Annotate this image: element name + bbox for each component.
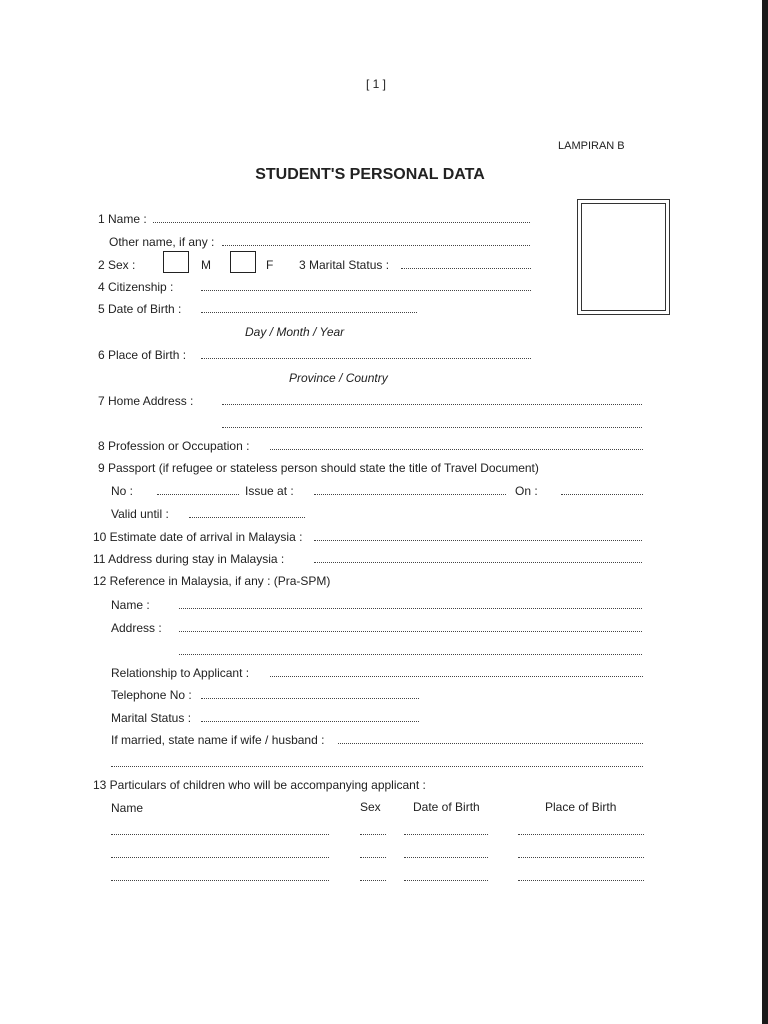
spouse-label: If married, state name if wife / husband : <box>111 733 325 747</box>
child-3-pob-field[interactable] <box>518 880 644 881</box>
home-address-field-1[interactable] <box>222 404 642 405</box>
passport-label: 9 Passport (if refugee or stateless person should state the title of Travel Document) <box>98 461 539 475</box>
pob-hint: Province / Country <box>289 371 388 385</box>
on-field[interactable] <box>561 494 643 495</box>
child-2-sex-field[interactable] <box>360 857 386 858</box>
spouse-field-2[interactable] <box>111 766 643 767</box>
children-col-name: Name <box>111 801 144 815</box>
sex-m-label: M <box>201 258 211 272</box>
other-name-label: Other name, if any : <box>109 235 215 249</box>
sex-f-label: F <box>266 258 274 272</box>
child-1-pob-field[interactable] <box>518 834 644 835</box>
ref-address-field-1[interactable] <box>179 631 642 632</box>
citizenship-label: 4 Citizenship : <box>98 280 174 294</box>
relationship-label: Relationship to Applicant : <box>111 666 250 680</box>
photo-box-inner <box>581 203 666 311</box>
page-edge <box>762 0 768 1024</box>
passport-no-field[interactable] <box>157 494 239 495</box>
child-1-sex-field[interactable] <box>360 834 386 835</box>
children-col-pob: Place of Birth <box>545 800 617 814</box>
child-2-pob-field[interactable] <box>518 857 644 858</box>
stay-address-label: 11 Address during stay in Malaysia : <box>93 552 285 566</box>
telephone-field[interactable] <box>201 698 419 699</box>
sex-m-checkbox[interactable] <box>163 251 189 273</box>
ref-address-label: Address : <box>111 621 162 635</box>
photo-box <box>577 199 670 315</box>
child-3-dob-field[interactable] <box>404 880 488 881</box>
name-field[interactable] <box>153 222 530 223</box>
child-2-name-field[interactable] <box>111 857 329 858</box>
child-3-name-field[interactable] <box>111 880 329 881</box>
sex-label: 2 Sex : <box>98 258 136 272</box>
dob-label: 5 Date of Birth : <box>98 302 182 316</box>
ref-name-field[interactable] <box>179 608 642 609</box>
passport-no-label: No : <box>111 484 134 498</box>
home-address-label: 7 Home Address : <box>98 394 194 408</box>
child-1-dob-field[interactable] <box>404 834 488 835</box>
ref-address-field-2[interactable] <box>179 654 642 655</box>
issue-at-field[interactable] <box>314 494 506 495</box>
annex-label: LAMPIRAN B <box>558 140 625 152</box>
citizenship-field[interactable] <box>201 290 531 291</box>
page-number: [ 1 ] <box>366 77 387 91</box>
profession-field[interactable] <box>270 449 643 450</box>
home-address-field-2[interactable] <box>222 427 642 428</box>
pob-label: 6 Place of Birth : <box>98 348 187 362</box>
children-col-dob: Date of Birth <box>413 800 480 814</box>
children-col-sex: Sex <box>360 800 381 814</box>
valid-until-field[interactable] <box>189 517 305 518</box>
marital-status-label: 3 Marital Status : <box>299 258 390 272</box>
sex-f-checkbox[interactable] <box>230 251 256 273</box>
on-label: On : <box>515 484 538 498</box>
spouse-field-1[interactable] <box>338 743 643 744</box>
ref-marital-field[interactable] <box>201 721 419 722</box>
child-1-name-field[interactable] <box>111 834 329 835</box>
valid-until-label: Valid until : <box>111 507 169 521</box>
ref-marital-label: Marital Status : <box>111 711 192 725</box>
ref-name-label: Name : <box>111 598 150 612</box>
arrival-field[interactable] <box>314 540 642 541</box>
profession-label: 8 Profession or Occupation : <box>98 439 250 453</box>
telephone-label: Telephone No : <box>111 688 192 702</box>
issue-at-label: Issue at : <box>245 484 294 498</box>
dob-hint: Day / Month / Year <box>245 325 345 339</box>
arrival-label: 10 Estimate date of arrival in Malaysia : <box>93 530 303 544</box>
relationship-field[interactable] <box>270 676 643 677</box>
name-label: 1 Name : <box>98 212 147 226</box>
pob-field[interactable] <box>201 358 531 359</box>
other-name-field[interactable] <box>222 245 530 246</box>
stay-address-field[interactable] <box>314 562 642 563</box>
marital-status-field[interactable] <box>401 268 531 269</box>
child-2-dob-field[interactable] <box>404 857 488 858</box>
child-3-sex-field[interactable] <box>360 880 386 881</box>
children-label: 13 Particulars of children who will be accompanying applicant : <box>93 778 426 792</box>
reference-label: 12 Reference in Malaysia, if any : (Pra-SPM) <box>93 574 331 588</box>
dob-field[interactable] <box>201 312 417 313</box>
page-title: STUDENT'S PERSONAL DATA <box>255 166 485 183</box>
